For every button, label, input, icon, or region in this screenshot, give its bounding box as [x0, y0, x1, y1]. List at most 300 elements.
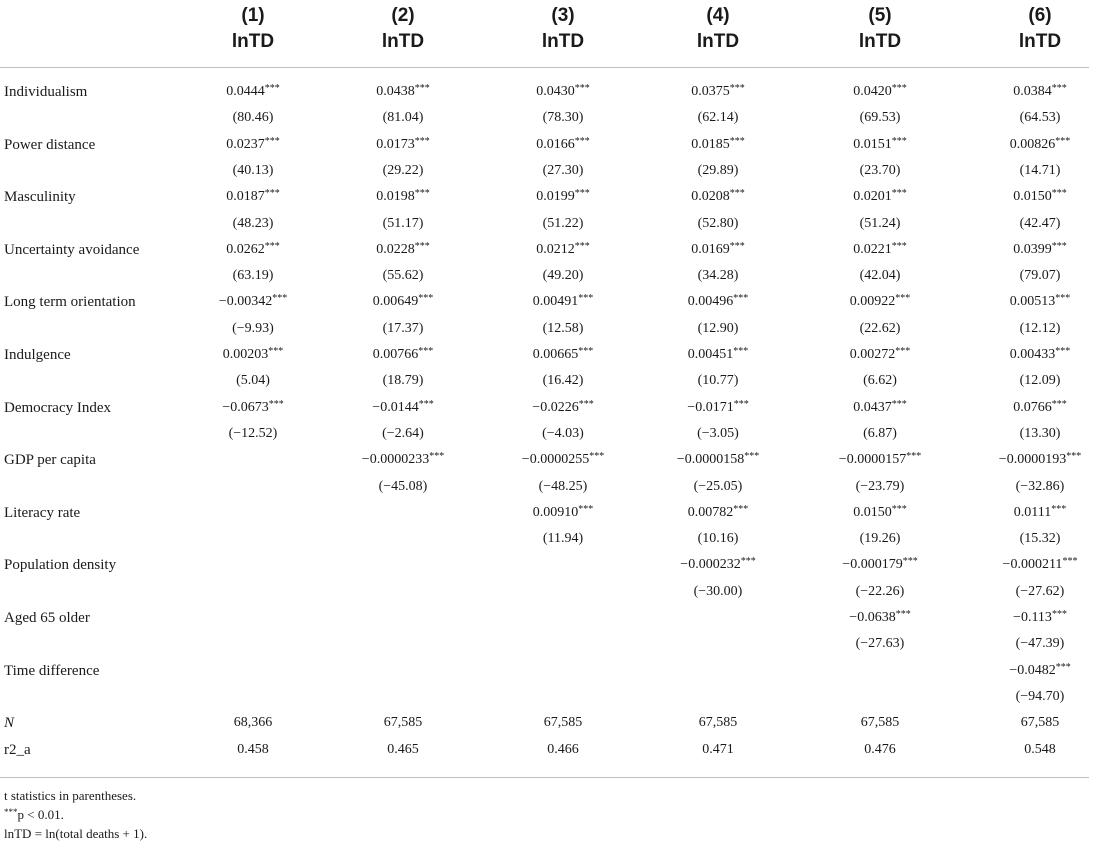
stat-row-r2-a	[0, 737, 1093, 763]
t-stat-cell: (69.53)	[859, 110, 901, 125]
t-stat-cell: (64.53)	[1019, 110, 1061, 125]
t-stat-cell: (27.30)	[542, 163, 584, 178]
significance-stars: ***	[1051, 188, 1067, 199]
column-dep-var-2: lnTD	[381, 31, 425, 52]
t-stat-row-uncertainty-avoidance	[0, 263, 1093, 289]
coef-cell	[795, 552, 965, 579]
t-stat-cell: (16.42)	[542, 373, 584, 388]
significance-stars: ***	[895, 609, 911, 620]
dependent-variable-row	[0, 30, 1093, 54]
coef-cell	[633, 289, 803, 316]
t-stat-cell: (51.24)	[859, 216, 901, 231]
coef-cell	[795, 132, 965, 159]
coef-cell	[795, 184, 965, 211]
stat-cell: 0.465	[387, 742, 419, 757]
significance-stars: ***	[729, 83, 745, 94]
note-t-statistics: t statistics in parentheses.	[4, 788, 137, 803]
coef-value: 0.0150	[853, 505, 892, 520]
coef-value: 0.0384	[1013, 84, 1052, 99]
column-number-2: (2)	[391, 5, 415, 26]
coef-value: 0.0221	[853, 242, 892, 257]
variable-label: Time difference	[4, 663, 100, 679]
coef-value: 0.0150	[1013, 189, 1052, 204]
variable-label: Masculinity	[4, 189, 76, 205]
column-dep-var-1: lnTD	[231, 31, 275, 52]
significance-stars: ***	[891, 504, 907, 515]
variable-label: GDP per capita	[4, 452, 96, 468]
coef-cell	[795, 447, 965, 474]
coef-row-long-term-orientation	[0, 289, 1093, 315]
coef-value: 0.0375	[691, 84, 730, 99]
significance-stars: ***	[729, 241, 745, 252]
significance-stars: ***	[1055, 136, 1071, 147]
t-stat-row-population-density	[0, 579, 1093, 605]
coef-cell	[633, 79, 803, 106]
t-stat-cell: (34.28)	[697, 268, 739, 283]
t-stat-cell: (12.09)	[1019, 373, 1061, 388]
coef-cell	[318, 237, 488, 264]
coef-row-literacy-rate	[0, 500, 1093, 526]
stat-cell: 0.548	[1024, 742, 1056, 757]
t-stat-cell: (42.47)	[1019, 216, 1061, 231]
coef-value: 0.00665	[532, 347, 579, 362]
coef-value: 0.00491	[532, 294, 579, 309]
t-stat-cell: (−22.26)	[855, 584, 905, 599]
coef-cell	[168, 289, 338, 316]
variable-label: Uncertainty avoidance	[4, 242, 140, 258]
coef-value: −0.0482	[1009, 663, 1056, 678]
significance-stars: ***	[264, 136, 280, 147]
significance-stars: ***	[1051, 241, 1067, 252]
coef-cell	[955, 237, 1093, 264]
coef-cell	[318, 132, 488, 159]
t-stat-cell: (−25.05)	[693, 479, 743, 494]
coef-value: 0.0173	[376, 137, 415, 152]
coef-cell	[318, 289, 488, 316]
t-stat-cell: (15.32)	[1019, 531, 1061, 546]
coef-value: 0.00782	[687, 505, 734, 520]
coef-row-gdp-per-capita	[0, 447, 1093, 473]
t-stat-cell: (−47.39)	[1015, 636, 1065, 651]
t-stat-cell: (−2.64)	[382, 426, 424, 441]
coef-value: −0.0226	[532, 400, 579, 415]
coef-value: −0.000232	[680, 557, 741, 572]
coef-value: 0.0437	[853, 400, 892, 415]
significance-stars: ***	[414, 83, 430, 94]
t-stat-cell: (−27.62)	[1015, 584, 1065, 599]
column-dep-var-6: lnTD	[1018, 31, 1062, 52]
t-stat-cell: (78.30)	[542, 110, 584, 125]
coef-cell	[955, 184, 1093, 211]
coef-cell	[955, 552, 1093, 579]
stat-label: r2_a	[4, 742, 31, 758]
significance-stars: ***	[891, 83, 907, 94]
t-stat-row-gdp-per-capita	[0, 474, 1093, 500]
significance-stars: ***	[895, 346, 911, 357]
t-stat-cell: (62.14)	[697, 110, 739, 125]
coef-cell	[478, 132, 648, 159]
significance-stars: ***	[414, 188, 430, 199]
column-number-1: (1)	[241, 5, 265, 26]
significance-stars: ***	[729, 188, 745, 199]
variable-label: Power distance	[4, 137, 96, 153]
variable-label: Population density	[4, 557, 117, 573]
t-stat-cell: (5.04)	[236, 373, 270, 388]
t-stat-row-individualism	[0, 105, 1093, 131]
significance-stars: ***	[418, 346, 434, 357]
stat-cell: 67,585	[383, 715, 423, 730]
coef-cell	[955, 658, 1093, 685]
coef-value: 0.00649	[372, 294, 419, 309]
t-stat-cell: (63.19)	[232, 268, 274, 283]
t-stat-cell: (48.23)	[232, 216, 274, 231]
t-stat-cell: (12.12)	[1019, 321, 1061, 336]
t-stat-cell: (13.30)	[1019, 426, 1061, 441]
significance-stars: ***	[1051, 609, 1067, 620]
coef-cell	[478, 342, 648, 369]
coef-value: 0.0766	[1013, 400, 1052, 415]
significance-stars: ***	[264, 188, 280, 199]
coef-cell	[478, 289, 648, 316]
t-stat-cell: (10.16)	[697, 531, 739, 546]
coef-value: 0.00433	[1009, 347, 1056, 362]
coef-value: 0.0198	[376, 189, 415, 204]
significance-stars: ***	[1066, 451, 1082, 462]
t-stat-cell: (40.13)	[232, 163, 274, 178]
coef-value: 0.0237	[226, 137, 265, 152]
significance-stars: ***	[733, 293, 749, 304]
significance-stars: ***	[264, 241, 280, 252]
t-stat-cell: (6.62)	[863, 373, 897, 388]
significance-stars: ***	[414, 136, 430, 147]
coef-cell	[633, 237, 803, 264]
column-dep-var-4: lnTD	[696, 31, 740, 52]
t-stat-cell: (51.22)	[542, 216, 584, 231]
coef-cell	[955, 447, 1093, 474]
coef-value: −0.0144	[372, 400, 419, 415]
header-divider	[0, 67, 1089, 68]
significance-stars: ***	[414, 241, 430, 252]
t-stat-cell: (−9.93)	[232, 321, 274, 336]
coef-value: 0.0208	[691, 189, 730, 204]
coef-cell	[168, 395, 338, 422]
coef-value: 0.00922	[849, 294, 896, 309]
coef-value: 0.00451	[687, 347, 734, 362]
coef-cell	[318, 395, 488, 422]
t-stat-cell: (−30.00)	[693, 584, 743, 599]
coef-value: 0.0444	[226, 84, 265, 99]
coef-value: 0.0399	[1013, 242, 1052, 257]
coef-cell	[955, 289, 1093, 316]
t-stat-cell: (11.94)	[542, 531, 584, 546]
t-stat-cell: (29.22)	[382, 163, 424, 178]
significance-stars: ***	[891, 241, 907, 252]
t-stat-cell: (19.26)	[859, 531, 901, 546]
coef-cell	[633, 395, 803, 422]
stat-cell: 0.471	[702, 742, 734, 757]
significance-stars: ***	[729, 136, 745, 147]
column-number-5: (5)	[868, 5, 892, 26]
coef-cell	[955, 132, 1093, 159]
column-dep-var-3: lnTD	[541, 31, 585, 52]
column-number-4: (4)	[706, 5, 730, 26]
coef-cell	[478, 395, 648, 422]
t-stat-cell: (−3.05)	[697, 426, 739, 441]
coef-value: −0.0000233	[361, 452, 430, 467]
coef-cell	[795, 395, 965, 422]
t-stat-cell: (49.20)	[542, 268, 584, 283]
note-significance	[4, 806, 64, 825]
coef-row-democracy-index	[0, 395, 1093, 421]
coef-value: 0.0151	[853, 137, 892, 152]
coef-cell	[795, 79, 965, 106]
significance-stars: ***	[740, 556, 756, 567]
coef-cell	[478, 447, 648, 474]
note-significance-text: p < 0.01.	[17, 807, 64, 822]
coef-cell	[478, 184, 648, 211]
coef-cell	[795, 605, 965, 632]
significance-stars: ***	[272, 293, 288, 304]
coef-cell	[633, 184, 803, 211]
t-stat-row-aged-65-older	[0, 631, 1093, 657]
coef-cell	[478, 79, 648, 106]
t-stat-row-democracy-index	[0, 421, 1093, 447]
coef-cell	[318, 447, 488, 474]
coef-cell	[795, 500, 965, 527]
t-stat-cell: (−32.86)	[1015, 479, 1065, 494]
coef-cell	[795, 237, 965, 264]
coef-value: 0.0228	[376, 242, 415, 257]
coef-value: 0.0212	[536, 242, 575, 257]
t-stat-cell: (12.90)	[697, 321, 739, 336]
t-stat-cell: (−45.08)	[378, 479, 428, 494]
stat-cell: 0.458	[237, 742, 269, 757]
coef-cell	[955, 605, 1093, 632]
coef-cell	[478, 500, 648, 527]
t-stat-row-long-term-orientation	[0, 316, 1093, 342]
coef-value: −0.0000158	[676, 452, 745, 467]
coef-value: −0.0000157	[838, 452, 907, 467]
coef-cell	[955, 79, 1093, 106]
coef-value: 0.0201	[853, 189, 892, 204]
significance-stars: ***	[268, 399, 284, 410]
t-stat-cell: (−27.63)	[855, 636, 905, 651]
coef-cell	[633, 447, 803, 474]
significance-stars: ***	[891, 399, 907, 410]
variable-label: Indulgence	[4, 347, 71, 363]
significance-stars: ***	[578, 504, 594, 515]
coef-row-power-distance	[0, 132, 1093, 158]
t-stat-cell: (6.87)	[863, 426, 897, 441]
significance-stars: ***	[895, 293, 911, 304]
coef-value: −0.0673	[222, 400, 269, 415]
significance-stars: ***	[1055, 662, 1071, 673]
significance-stars: ***	[418, 399, 434, 410]
column-dep-var-5: lnTD	[858, 31, 902, 52]
coef-row-masculinity	[0, 184, 1093, 210]
stat-cell: 0.476	[864, 742, 896, 757]
coef-value: −0.0000193	[998, 452, 1067, 467]
coef-value: 0.00203	[222, 347, 269, 362]
variable-label: Literacy rate	[4, 505, 81, 521]
coef-row-individualism	[0, 79, 1093, 105]
coef-value: 0.00910	[532, 505, 579, 520]
coef-row-aged-65-older	[0, 605, 1093, 631]
coef-cell	[795, 342, 965, 369]
coef-value: −0.113	[1013, 610, 1052, 625]
significance-stars: ***	[574, 136, 590, 147]
coef-cell	[168, 237, 338, 264]
coef-value: 0.0438	[376, 84, 415, 99]
coef-row-uncertainty-avoidance	[0, 237, 1093, 263]
coef-row-time-difference	[0, 658, 1093, 684]
significance-stars: ***	[429, 451, 445, 462]
coef-cell	[633, 342, 803, 369]
coef-cell	[318, 342, 488, 369]
stat-cell: 68,366	[233, 715, 273, 730]
column-number-6: (6)	[1028, 5, 1052, 26]
significance-stars: ***	[891, 188, 907, 199]
coef-value: −0.0000255	[521, 452, 590, 467]
significance-stars: ***	[574, 188, 590, 199]
significance-stars: ***	[578, 346, 594, 357]
t-stat-cell: (14.71)	[1019, 163, 1061, 178]
t-stat-cell: (42.04)	[859, 268, 901, 283]
coef-row-indulgence	[0, 342, 1093, 368]
significance-stars: ***	[733, 504, 749, 515]
coef-cell	[955, 500, 1093, 527]
coef-cell	[168, 132, 338, 159]
variable-label: Democracy Index	[4, 400, 112, 416]
significance-stars: ***	[1051, 83, 1067, 94]
coef-value: 0.0169	[691, 242, 730, 257]
significance-stars: ***	[418, 293, 434, 304]
significance-stars: ***	[264, 83, 280, 94]
t-stat-row-time-difference	[0, 684, 1093, 710]
significance-stars: ***	[574, 83, 590, 94]
variable-label: Individualism	[4, 84, 88, 100]
t-stat-row-masculinity	[0, 211, 1093, 237]
coef-value: 0.00513	[1009, 294, 1056, 309]
coef-value: −0.0638	[849, 610, 896, 625]
t-stat-cell: (−4.03)	[542, 426, 584, 441]
t-stat-cell: (23.70)	[859, 163, 901, 178]
t-stat-cell: (52.80)	[697, 216, 739, 231]
significance-stars: ***	[902, 556, 918, 567]
column-number-row	[0, 4, 1093, 28]
t-stat-row-literacy-rate	[0, 526, 1093, 552]
significance-stars: ***	[589, 451, 605, 462]
coef-value: −0.000179	[842, 557, 903, 572]
coef-value: 0.0199	[536, 189, 575, 204]
coef-value: −0.0171	[687, 400, 734, 415]
stat-cell: 0.466	[547, 742, 579, 757]
significance-stars: ***	[1055, 293, 1071, 304]
significance-stars: ***	[744, 451, 760, 462]
significance-stars: ***	[891, 136, 907, 147]
coef-cell	[955, 342, 1093, 369]
t-stat-cell: (22.62)	[859, 321, 901, 336]
significance-stars: ***	[733, 346, 749, 357]
significance-stars: ***	[1055, 346, 1071, 357]
t-stat-row-indulgence	[0, 368, 1093, 394]
significance-stars: ***	[1051, 504, 1067, 515]
coef-cell	[168, 342, 338, 369]
coef-cell	[168, 79, 338, 106]
t-stat-cell: (55.62)	[382, 268, 424, 283]
t-stat-cell: (10.77)	[697, 373, 739, 388]
stat-cell: 67,585	[543, 715, 583, 730]
significance-stars: ***	[733, 399, 749, 410]
t-stat-cell: (80.46)	[232, 110, 274, 125]
coef-value: 0.0420	[853, 84, 892, 99]
significance-stars: ***	[1051, 399, 1067, 410]
stat-cell: 67,585	[698, 715, 738, 730]
t-stat-cell: (79.07)	[1019, 268, 1061, 283]
t-stat-cell: (29.89)	[697, 163, 739, 178]
column-number-3: (3)	[551, 5, 575, 26]
variable-label: Aged 65 older	[4, 610, 90, 626]
coef-value: 0.0185	[691, 137, 730, 152]
coef-cell	[318, 79, 488, 106]
t-stat-cell: (−12.52)	[228, 426, 278, 441]
coef-cell	[633, 132, 803, 159]
t-stat-cell: (51.17)	[382, 216, 424, 231]
variable-label: Long term orientation	[4, 294, 136, 310]
stat-row-n	[0, 710, 1093, 736]
note-lntd-definition: lnTD = ln(total deaths + 1).	[4, 826, 148, 841]
coef-cell	[795, 289, 965, 316]
coef-cell	[955, 395, 1093, 422]
significance-stars: ***	[574, 241, 590, 252]
coef-cell	[478, 237, 648, 264]
t-stat-cell: (−94.70)	[1015, 689, 1065, 704]
t-stat-cell: (18.79)	[382, 373, 424, 388]
coef-value: 0.00826	[1009, 137, 1056, 152]
coef-value: 0.0166	[536, 137, 575, 152]
stat-cell: 67,585	[860, 715, 900, 730]
stat-label: N	[4, 715, 15, 731]
significance-stars: ***	[906, 451, 922, 462]
coef-value: 0.00496	[687, 294, 734, 309]
t-stat-row-power-distance	[0, 158, 1093, 184]
t-stat-cell: (81.04)	[382, 110, 424, 125]
coef-value: 0.0262	[226, 242, 265, 257]
stat-cell: 67,585	[1020, 715, 1060, 730]
coef-cell	[318, 184, 488, 211]
t-stat-cell: (17.37)	[382, 321, 424, 336]
t-stat-cell: (−48.25)	[538, 479, 588, 494]
coef-cell	[168, 184, 338, 211]
coef-cell	[633, 500, 803, 527]
coef-cell	[633, 552, 803, 579]
coef-value: 0.0111	[1013, 505, 1052, 520]
coef-value: 0.00766	[372, 347, 419, 362]
coef-value: 0.0430	[536, 84, 575, 99]
t-stat-cell: (−23.79)	[855, 479, 905, 494]
t-stat-cell: (12.58)	[542, 321, 584, 336]
footer-divider	[0, 777, 1089, 778]
coef-value: −0.00342	[218, 294, 273, 309]
significance-stars: ***	[578, 293, 594, 304]
coef-row-population-density	[0, 552, 1093, 578]
note-significance-marker: ***	[4, 807, 18, 817]
coef-value: −0.000211	[1002, 557, 1063, 572]
significance-stars: ***	[268, 346, 284, 357]
significance-stars: ***	[578, 399, 594, 410]
coef-value: 0.00272	[849, 347, 896, 362]
coef-value: 0.0187	[226, 189, 265, 204]
